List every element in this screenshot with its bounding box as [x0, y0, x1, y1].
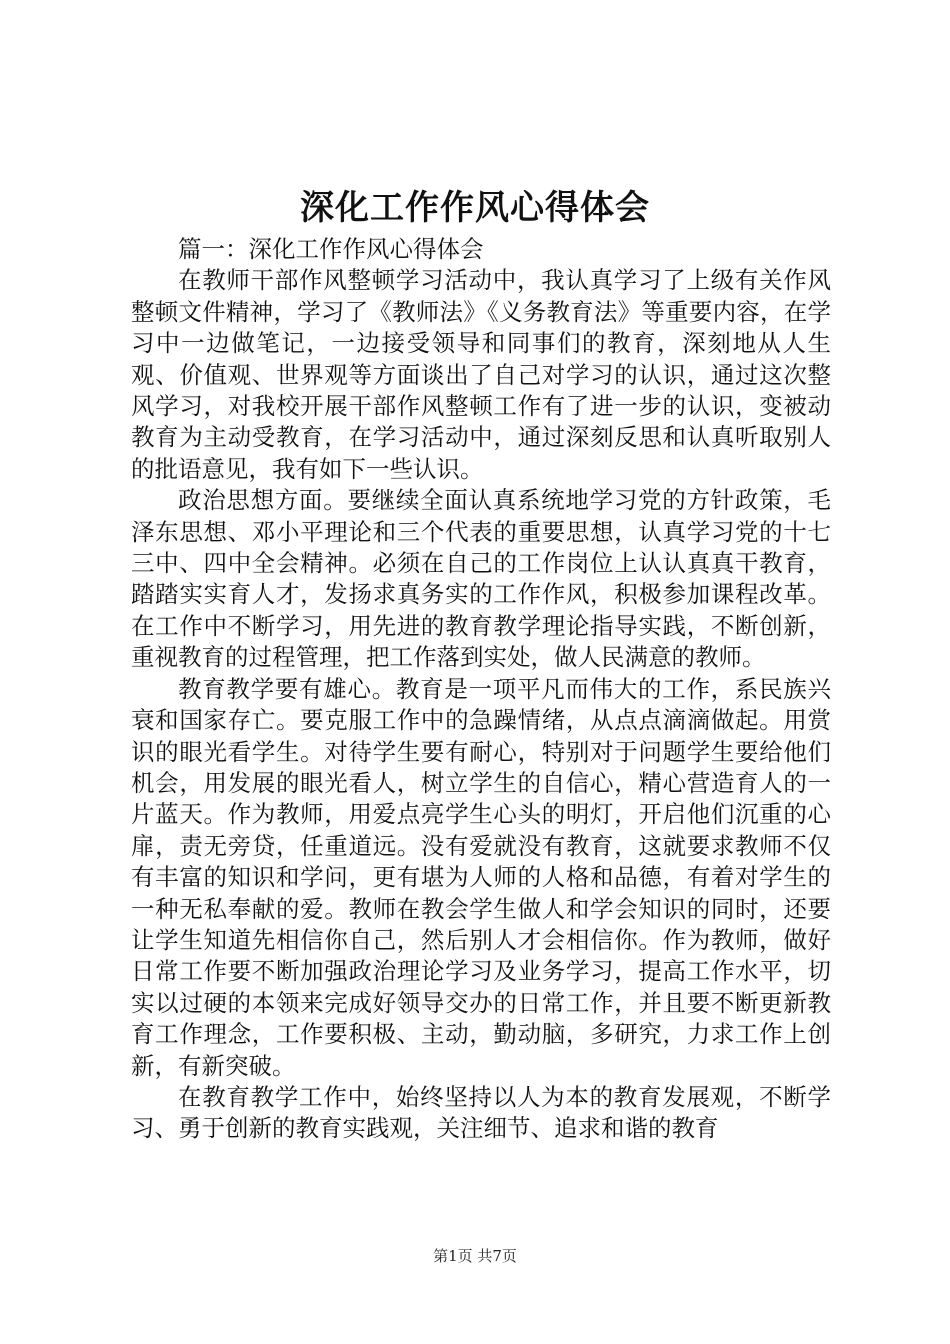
body-paragraph: 政治思想方面。要继续全面认真系统地学习党的方针政策，毛泽东思想、邓小平理论和三个代表的重要思想，认真学习党的十七三中、四中全会精神。必须在自己的工作岗位上认认真真干教育，踏踏实实育人才，发扬求真务实的工作作风，积极参加课程改革。在工作中不断学习，用先进的教育教学理论指导实践，不断创新，重视教育的过程管理，把工作落到实处，做人民满意的教师。 [131, 486, 831, 672]
document-body [131, 234, 831, 1145]
body-paragraph: 在教师干部作风整顿学习活动中，我认真学习了上级有关作风整顿文件精神，学习了《教师法》《义务教育法》等重要内容，在学习中一边做笔记，一边接受领导和同事们的教育，深刻地从人生观、价值观、世界观等方面谈出了自己对学习的认识，通过这次整风学习，对我校开展干部作风整顿工作有了进一步的认识，变被动教育为主动受教育，在学习活动中，通过深刻反思和认真听取别人的批语意见，我有如下一些认识。 [131, 266, 831, 483]
document-title: 深化工作作风心得体会 [300, 188, 650, 228]
body-paragraph: 教育教学要有雄心。教育是一项平凡而伟大的工作，系民族兴衰和国家存亡。要克服工作中的急躁情绪，从点点滴滴做起。用赏识的眼光看学生。对待学生要有耐心，特别对于问题学生要给他们机会，用发展的眼光看人，树立学生的自信心，精心营造育人的一片蓝天。作为教师，用爱点亮学生心头的明灯，开启他们沉重的心扉，责无旁贷，任重道远。没有爱就没有教育，这就要求教师不仅有丰富的知识和学问，更有堪为人师的人格和品德，有着对学生的一种无私奉献的爱。教师在教会学生做人和学会知识的同时，还要让学生知道先相信你自己，然后别人才会相信你。作为教师，做好日常工作要不断加强政治理论学习及业务学习，提高工作水平，切实以过硬的本领来完成好领导交办的日常工作，并且要不断更新教育工作理念，工作要积极、主动，勤动脑，多研究，力求工作上创新，有新突破。 [131, 674, 831, 1080]
body-paragraph: 在教育教学工作中，始终坚持以人为本的教育发展观，不断学习、勇于创新的教育实践观，关注细节、追求和谐的教育 [131, 1082, 831, 1143]
section-heading: 篇一：深化工作作风心得体会 [178, 235, 484, 263]
page-footer: 第1页 共7页 [433, 1247, 517, 1265]
